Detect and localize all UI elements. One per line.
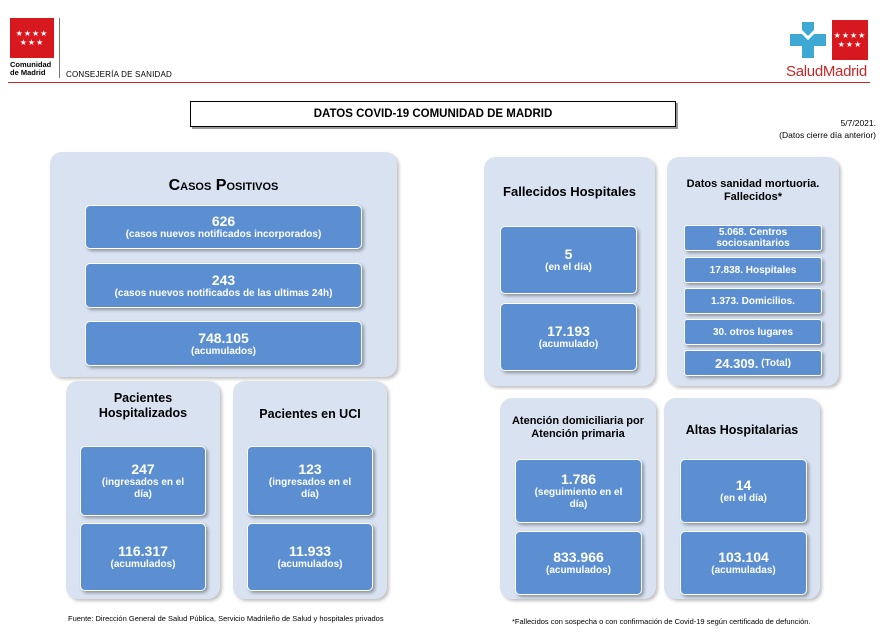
- description: (en el día): [720, 493, 767, 504]
- stars-icon: ★★★★ ★★★: [15, 29, 49, 47]
- casos-nuevos-24h-box: [85, 263, 362, 308]
- header-divider: [8, 82, 870, 83]
- casos-acumulados-box: [85, 321, 362, 366]
- value: 5: [564, 246, 573, 262]
- fallecidos-dia-box: [500, 226, 637, 294]
- atencion-domiciliaria-title: Atención domiciliaria por Atención primaria: [511, 415, 645, 440]
- uci-acumulados-box: [247, 523, 373, 591]
- salud-madrid-cross-icon: [788, 20, 828, 60]
- casos-positivos-title: Casos Positivos: [168, 177, 279, 194]
- altas-hospitalarias-panel: [664, 398, 820, 599]
- description: (acumulados): [110, 559, 176, 570]
- page-title: DATOS COVID-19 COMUNIDAD DE MADRID: [190, 101, 676, 127]
- uci-panel: [233, 381, 387, 599]
- mortuoria-hospitales-box: 17.838. Hospitales: [684, 257, 822, 283]
- description: (casos nuevos notificados de las ultimas 24h): [114, 287, 333, 299]
- consejeria-label: CONSEJERÍA DE SANIDAD: [66, 70, 173, 79]
- value: 11.933: [288, 543, 332, 559]
- altas-dia-box: [680, 459, 807, 523]
- logo-separator: [59, 18, 60, 78]
- fallecidos-hospitales-title: Fallecidos Hospitales: [503, 184, 636, 199]
- value: 14: [735, 477, 752, 493]
- total-label: (Total): [761, 357, 791, 369]
- description: (en el día): [545, 262, 592, 273]
- hospitalizados-title: Pacientes Hospitalizados: [98, 391, 188, 420]
- salud-madrid-label: SaludMadrid: [786, 63, 867, 80]
- altas-hospitalarias-title: Altas Hospitalarias: [685, 423, 799, 437]
- value: 833.966: [553, 549, 604, 565]
- casos-nuevos-incorporados-box: [85, 205, 362, 249]
- description: (acumuladas): [711, 565, 776, 576]
- value: 243: [211, 271, 236, 288]
- total-value: 24.309.: [715, 355, 759, 371]
- value: 123: [298, 461, 322, 477]
- uci-dia-box: [247, 446, 373, 516]
- value: 626: [211, 213, 236, 229]
- value: 17.193: [547, 323, 590, 339]
- comunidad-madrid-flag-logo: [10, 18, 54, 58]
- mortuoria-domicilios-box: 1.373. Domicilios.: [684, 288, 822, 314]
- description: (seguimiento en el día): [534, 487, 623, 510]
- uci-title: Pacientes en UCI: [259, 407, 361, 421]
- altas-acumuladas-box: [680, 531, 807, 595]
- value: 1.786: [560, 471, 597, 487]
- footer-fuente: Fuente: Dirección General de Salud Pública, Servicio Madrileño de Salud y hospitales privados: [68, 614, 384, 623]
- hospitalizados-dia-box: [80, 446, 206, 516]
- description: (ingresados en el día): [268, 477, 352, 500]
- value: 748.105: [198, 329, 249, 346]
- hospitalizados-acumulados-box: [80, 523, 206, 591]
- domiciliaria-acumulados-box: [515, 531, 642, 595]
- atencion-domiciliaria-panel: [500, 398, 656, 599]
- mortuoria-otros-box: 30. otros lugares: [684, 319, 822, 345]
- fallecidos-acumulado-box: [500, 303, 637, 371]
- report-date: 5/7/2021. (Datos cierre día anterior): [779, 118, 876, 140]
- footer-nota: *Fallecidos con sospecha o con confirmación de Covid-19 según certificado de defunción.: [512, 617, 811, 626]
- domiciliaria-dia-box: [515, 459, 642, 523]
- description: (acumulados): [545, 565, 611, 576]
- description: (acumulados): [277, 559, 343, 570]
- mortuoria-total-box: [684, 350, 822, 376]
- value: 247: [131, 461, 155, 477]
- description: (ingresados en el día): [101, 477, 185, 500]
- description: (casos nuevos notificados incorporados): [125, 229, 322, 240]
- sanidad-mortuoria-title: Datos sanidad mortuoria. Fallecidos*: [686, 178, 820, 203]
- casos-positivos-panel: [50, 152, 397, 377]
- value: 103.104: [718, 549, 769, 565]
- value: 116.317: [118, 543, 168, 559]
- fallecidos-hospitales-panel: [484, 157, 655, 386]
- description: (acumulados): [190, 345, 256, 357]
- hospitalizados-panel: [66, 381, 220, 599]
- comunidad-madrid-name: Comunidad de Madrid: [10, 60, 52, 77]
- stars-icon: ★★★★ ★★★: [833, 31, 867, 49]
- sanidad-mortuoria-panel: [667, 157, 839, 386]
- salud-madrid-flag-logo: [832, 20, 868, 60]
- mortuoria-centros-box: 5.068. Centros sociosanitarios: [684, 225, 822, 251]
- description: (acumulado): [538, 339, 599, 350]
